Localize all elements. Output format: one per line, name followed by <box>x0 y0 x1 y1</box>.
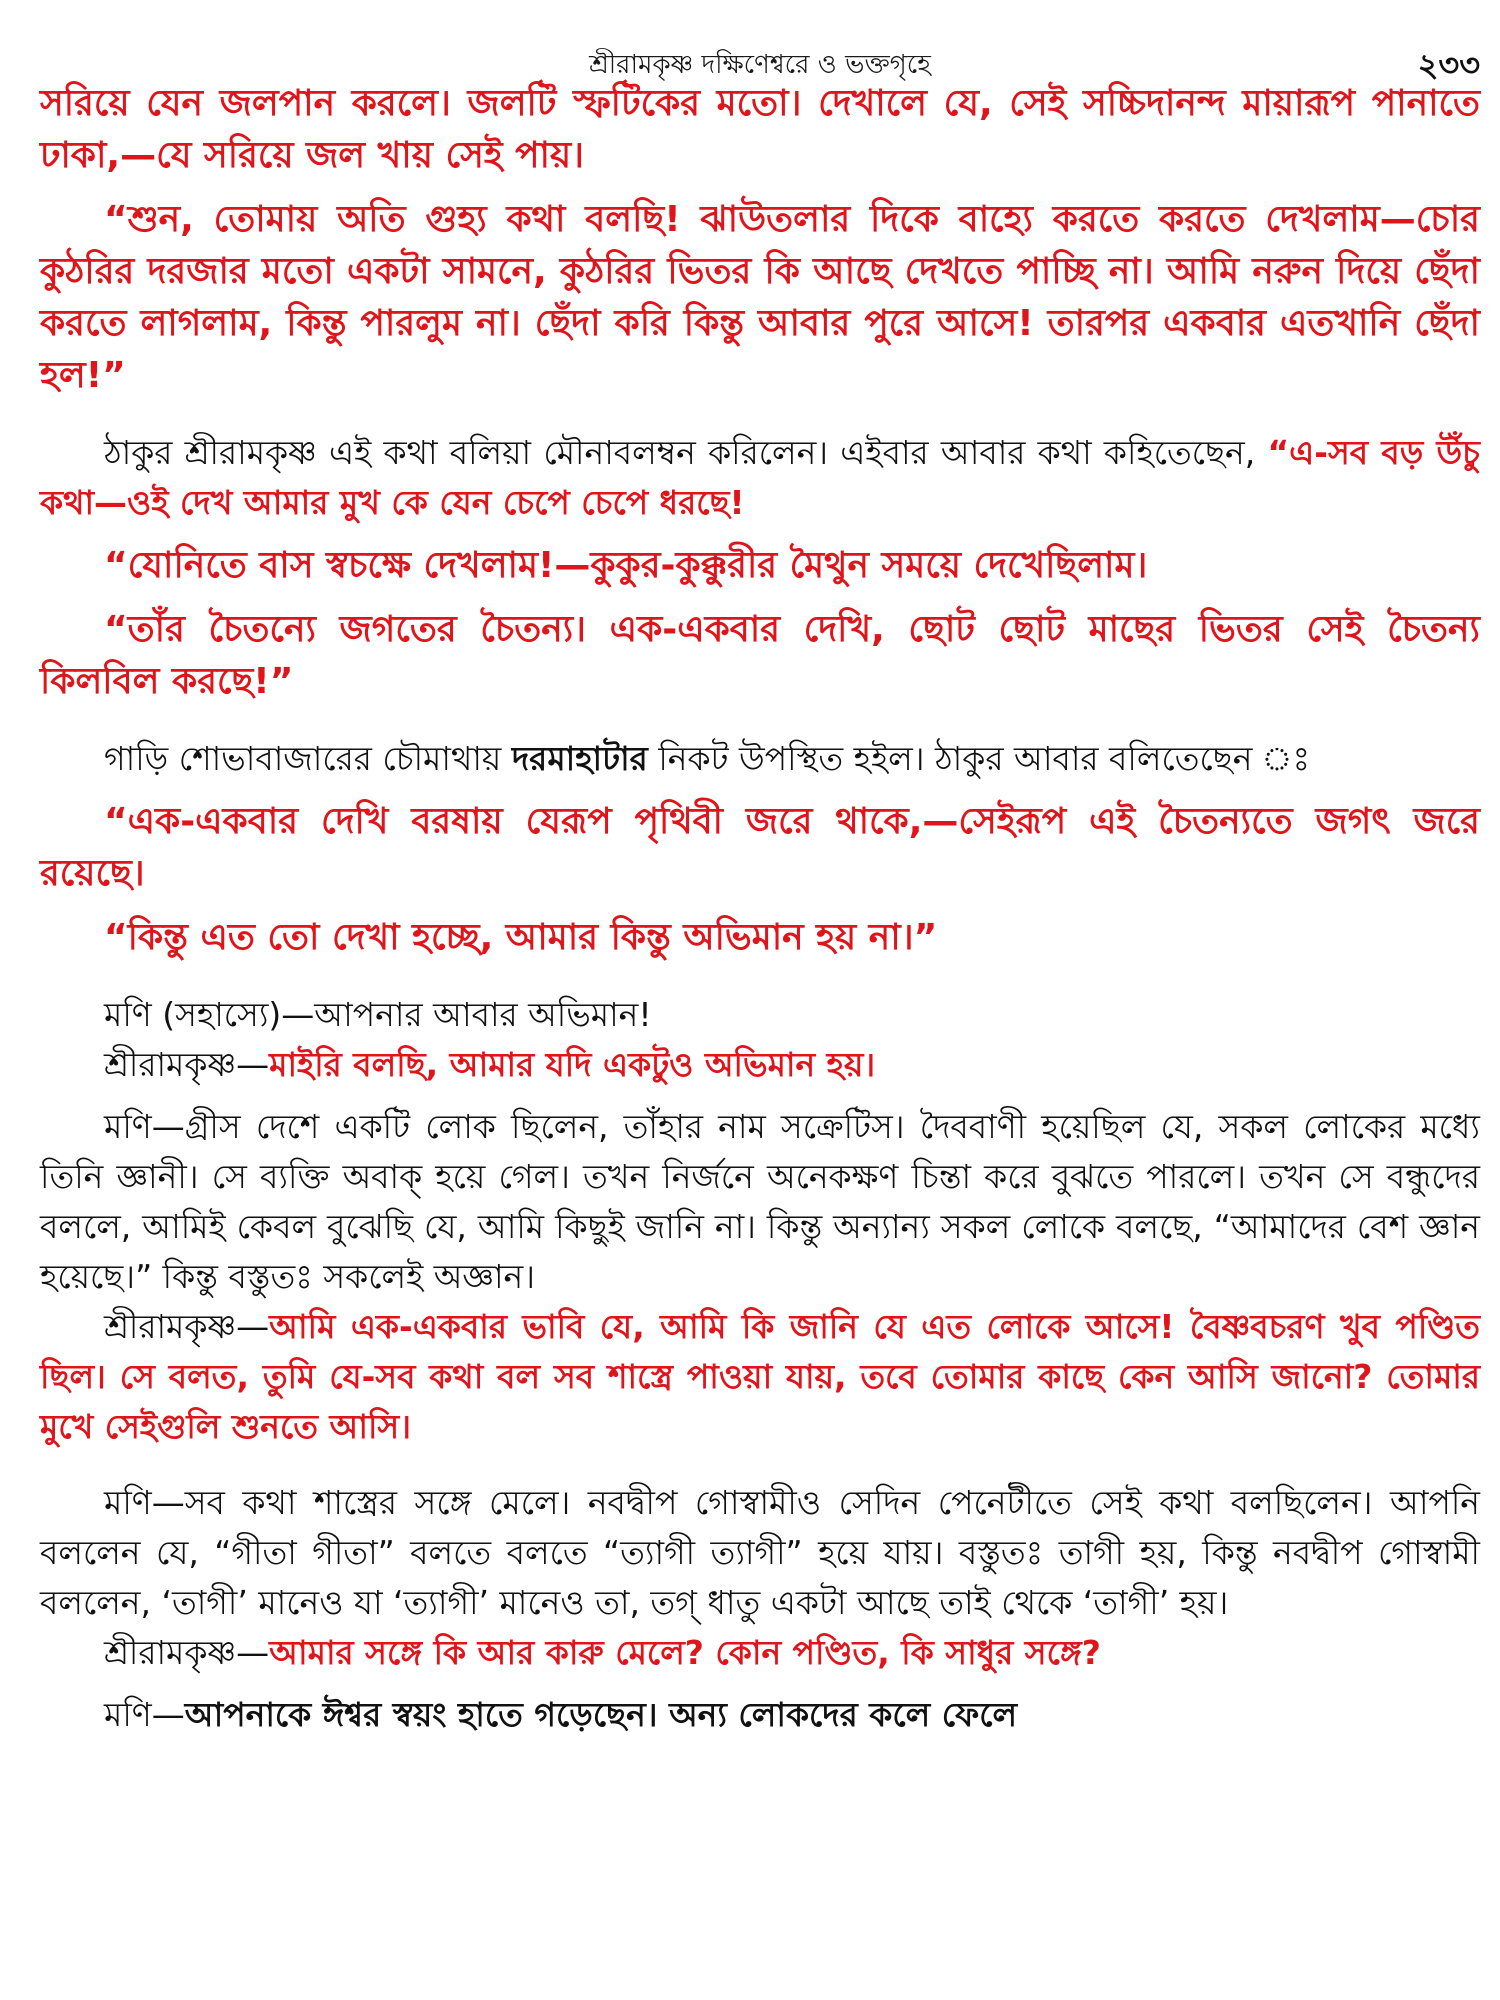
paragraph-12: শ্রীরামকৃষ্ণ—আমি এক-একবার ভাবি যে, আমি কি জানি যে এত লোকে আসে! বৈষ্ণবচরণ খুব পণ্ডিত ছিল। সে বলত, তুমি যে-সব কথা বল সব শাস্ত্রে পাওয়া যায়, তবে তোমার কাছে কেন আসি জানো? তোমার মুখে সেইগুলি শুনতে আসি। <box>40 1307 1480 1446</box>
paragraph-14: শ্রীরামকৃষ্ণ—আমার সঙ্গে কি আর কারু মেলে? কোন পণ্ডিত, কি সাধুর সঙ্গে? <box>104 1633 1101 1672</box>
paragraph-13: মণি—সব কথা শাস্ত্রের সঙ্গে মেলে। নবদ্বীপ গোস্বামীও সেদিন পেনেটীতে সেই কথা বলছিলেন। আপনি বললেন যে, “গীতা গীতা” বলতে বলতে “ত্যাগী ত্যাগী” হয়ে যায়। বস্তুতঃ তাগী হয়, কিন্তু নবদ্বীপ গোস্বামী বললেন, ‘তাগী’ মানেও যা ‘ত্যাগী’ মানেও তা, তগ্ ধাতু একটা আছে তাই থেকে ‘তাগী’ হয়। <box>40 1483 1480 1622</box>
paragraph-2: “শুন, তোমায় অতি গুহ্য কথা বলছি! ঝাউতলার দিকে বাহ্যে করতে করতে দেখলাম—চোর কুঠরির দরজার মতো একটা সামনে, কুঠরির ভিতর কি আছে দেখতে পাচ্ছি না। আমি নরুন দিয়ে ছেঁদা করতে লাগলাম, কিন্তু পারলুম না। ছেঁদা করি কিন্তু আবার পুরে আসে! তারপর একবার এতখানি ছেঁদা হল!” <box>40 199 1480 396</box>
paragraph-5: “তাঁর চৈতন্যে জগতের চৈতন্য। এক-একবার দেখি, ছোট ছোট মাছের ভিতর সেই চৈতন্য কিলবিল করছে!” <box>40 609 1480 702</box>
paragraph-11: মণি—গ্রীস দেশে একটি লোক ছিলেন, তাঁহার নাম সক্রেটিস। দৈববাণী হয়েছিল যে, সকল লোকের মধ্যে তিনি জ্ঞানী। সে ব্যক্তি অবাক্ হয়ে গেল। তখন নির্জনে অনেকক্ষণ চিন্তা করে বুঝতে পারলে। তখন সে বন্ধুদের বললে, আমিই কেবল বুঝেছি যে, আমি কিছুই জানি না। কিন্তু অন্যান্য সকল লোকে বলছে, “আমাদের বেশ জ্ঞান হয়েছে।” কিন্তু বস্তুতঃ সকলেই অজ্ঞান। <box>40 1107 1480 1296</box>
paragraph-15: মণি—আপনাকে ঈশ্বর স্বয়ং হাতে গড়েছেন। অন্য লোকদের কলে ফেলে <box>104 1695 1018 1734</box>
paragraph-1: সরিয়ে যেন জলপান করলে। জলটি স্ফটিকের মতো। দেখালে যে, সেই সচ্চিদানন্দ মায়ারূপ পানাতে ঢাকা,—যে সরিয়ে জল খায় সেই পায়। <box>40 83 1480 176</box>
paragraph-3: ঠাকুর শ্রীরামকৃষ্ণ এই কথা বলিয়া মৌনাবলম্বন করিলেন। এইবার আবার কথা কহিতেছেন, “এ-সব বড় উঁচু কথা—ওই দেখ আমার মুখ কে যেন চেপে চেপে ধরছে! <box>40 433 1480 522</box>
running-title: শ্রীরামকৃষ্ণ দক্ষিণেশ্বরে ও ভক্তগৃহে <box>589 50 931 80</box>
book-page <box>40 0 1480 1740</box>
paragraph-9: মণি (সহাস্যে)—আপনার আবার অভিমান! <box>104 995 652 1034</box>
paragraph-8: “কিন্তু এত তো দেখা হচ্ছে, আমার কিন্তু অভিমান হয় না।” <box>104 917 938 958</box>
paragraph-10: শ্রীরামকৃষ্ণ—মাইরি বলছি, আমার যদি একটুও অভিমান হয়। <box>104 1045 876 1084</box>
paragraph-6: গাড়ি শোভাবাজারের চৌমাথায় দরমাহাটার নিকট উপস্থিত হইল। ঠাকুর আবার বলিতেছেন ঃ <box>104 739 1311 778</box>
page-header <box>40 0 1480 84</box>
paragraph-7: “এক-একবার দেখি বরষায় যেরূপ পৃথিবী জরে থাকে,—সেইরূপ এই চৈতন্যতে জগৎ জরে রয়েছে। <box>40 801 1480 894</box>
paragraph-4: “যোনিতে বাস স্বচক্ষে দেখলাম!—কুকুর-কুক্কুরীর মৈথুন সময়ে দেখেছিলাম। <box>104 545 1148 586</box>
page-number: ২৩৩ <box>1417 46 1480 84</box>
